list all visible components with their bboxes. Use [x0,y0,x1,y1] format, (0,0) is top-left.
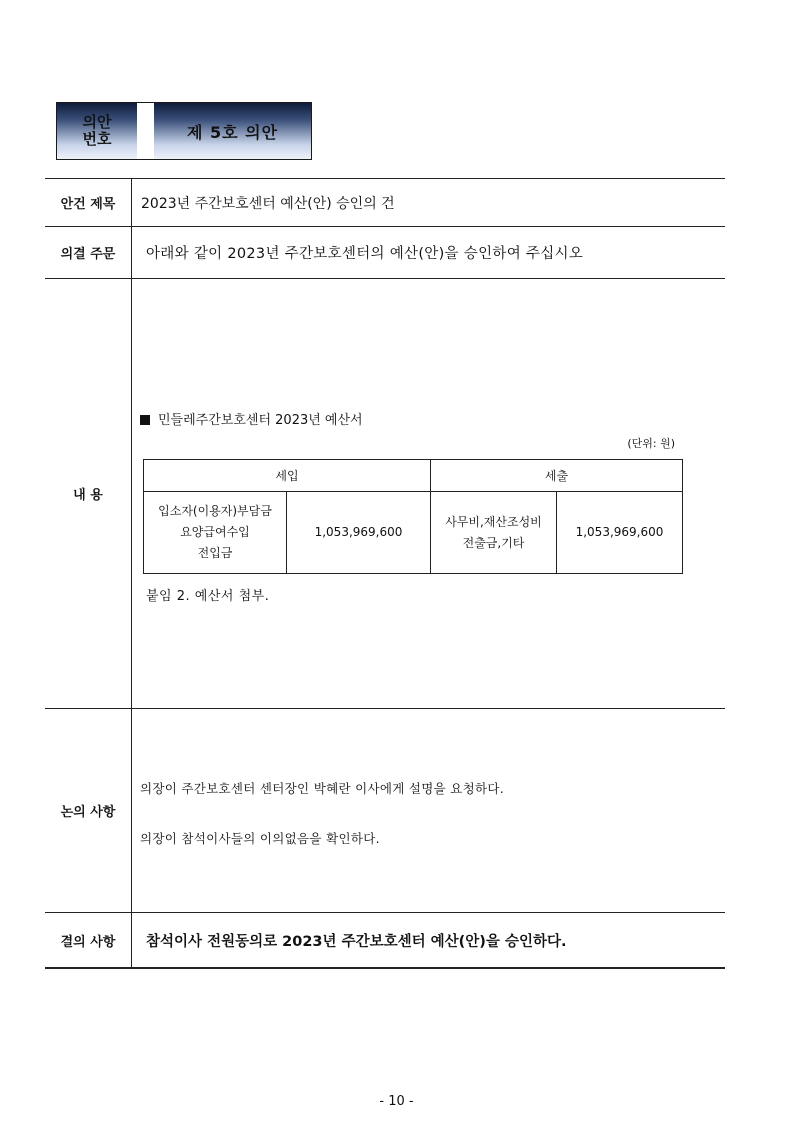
budget-heading-text: 민들레주간보호센터 2023년 예산서 [158,413,363,428]
discussion-line: 의장이 주간보호센터 센터장인 박혜란 이사에게 설명을 요청하다. [140,781,505,796]
row-header: 논의 사항 [45,709,132,912]
content-body [132,279,725,708]
row-discussion [45,708,725,912]
agenda-label-line2: 번호 [82,130,112,148]
attachment-note: 붙임 2. 예산서 첨부. [146,589,270,604]
expense-amount: 1,053,969,600 [557,492,683,574]
expense-header: 세출 [431,460,683,492]
row-header: 안건 제목 [45,179,132,226]
revenue-item: 입소자(이용자)부담금 [158,504,272,518]
expense-item: 전출금,기타 [462,535,525,550]
budget-table-row [144,492,683,574]
revenue-amount: 1,053,969,600 [287,492,431,574]
row-header: 의결 주문 [45,227,132,278]
page-number: - 10 - [379,1094,414,1109]
discussion-line: 의장이 참석이사들의 이의없음을 확인하다. [140,831,380,846]
row-agenda-title [45,178,725,226]
row-content [45,278,725,708]
agenda-label-line1: 의안 [82,113,112,131]
revenue-items-cell [144,492,287,574]
agenda-title: 제 5호 의안 [186,122,279,142]
row-main-text [45,226,725,278]
resolution-form [45,178,725,969]
budget-table [143,459,683,574]
square-bullet-icon [140,415,150,425]
row-header: 내 용 [45,279,132,708]
revenue-item: 요양급여수입 [180,525,250,539]
row-resolution [45,912,725,969]
budget-heading [140,409,363,428]
agenda-number-label [57,103,137,159]
revenue-item: 전입금 [197,546,233,560]
agenda-title-value: 2023년 주간보호센터 예산(안) 승인의 건 [141,195,395,212]
row-header: 결의 사항 [45,913,132,967]
agenda-divider [137,103,154,159]
resolution-value: 참석이사 전원동의로 2023년 주간보호센터 예산(안)을 승인하다. [146,933,567,950]
expense-items-cell [431,492,557,574]
budget-table-header-row [144,460,683,492]
expense-item: 사무비,재산조성비 [445,514,542,529]
revenue-header: 세입 [144,460,431,492]
main-text-value: 아래와 같이 2023년 주간보호센터의 예산(안)을 승인하여 주십시오 [146,246,584,262]
agenda-number-box [56,102,312,160]
discussion-body [132,709,725,912]
budget-unit: (단위: 원) [627,437,675,450]
